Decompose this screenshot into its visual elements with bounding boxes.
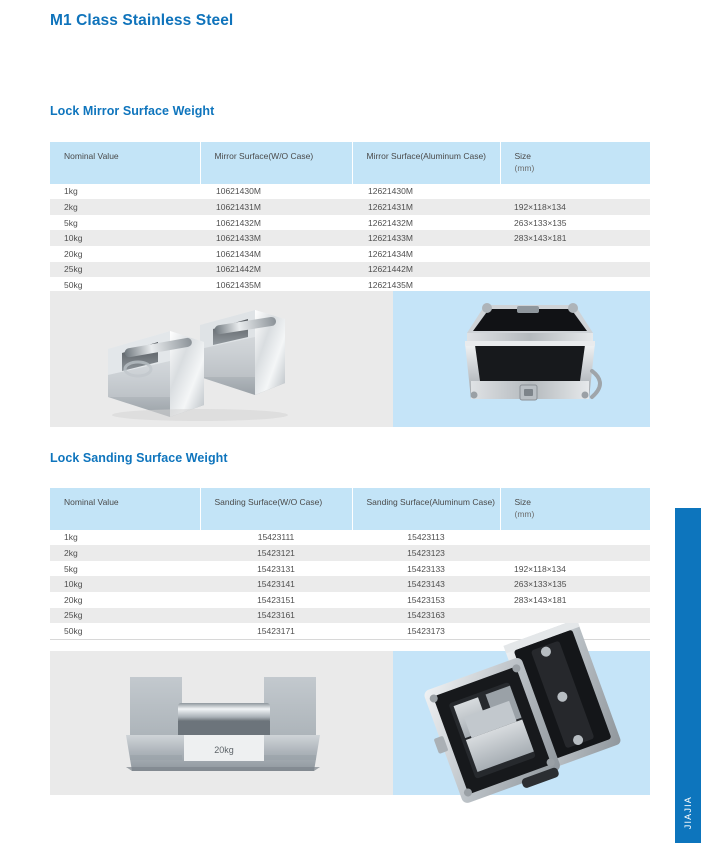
cell-alu-case: 12621442M <box>352 262 500 278</box>
cell-alu-case: 15423133 <box>352 561 500 577</box>
cell-wo-case: 10621433M <box>200 230 352 246</box>
table-header-row <box>50 488 650 530</box>
sanding-surface-weight-photo <box>50 651 393 795</box>
table-row <box>50 262 650 278</box>
cell-nominal: 10kg <box>50 576 200 592</box>
col-header-aluminum-case <box>352 142 500 184</box>
mirror-weights-illustration <box>80 297 370 425</box>
col-header-label: Nominal Value <box>64 497 119 507</box>
cell-wo-case: 15423161 <box>200 608 352 624</box>
page-title: M1 Class Stainless Steel <box>50 12 234 29</box>
cell-alu-case: 12621433M <box>352 230 500 246</box>
cell-size <box>500 545 650 561</box>
cell-nominal: 5kg <box>50 215 200 231</box>
cell-size: 283×143×181 <box>500 230 650 246</box>
col-header-wo-case <box>200 488 352 530</box>
col-header-label: Sanding Surface(Aluminum Case) <box>366 497 496 507</box>
cell-alu-case: 15423123 <box>352 545 500 561</box>
cell-nominal: 10kg <box>50 230 200 246</box>
table-row <box>50 608 650 624</box>
col-header-aluminum-case <box>352 488 500 530</box>
cell-alu-case: 12621435M <box>352 277 500 293</box>
cell-wo-case: 10621432M <box>200 215 352 231</box>
cell-wo-case: 15423151 <box>200 592 352 608</box>
weight-label-text: 20kg <box>214 745 234 755</box>
table-header-row <box>50 142 650 184</box>
cell-nominal: 25kg <box>50 608 200 624</box>
cell-size <box>500 530 650 546</box>
side-tab-jiajia[interactable] <box>675 508 701 843</box>
cell-nominal: 1kg <box>50 530 200 546</box>
cell-wo-case: 10621430M <box>200 184 352 200</box>
side-tab-label: JIAJIA <box>683 795 693 829</box>
col-header-label: Size <box>514 497 532 507</box>
cell-size: 192×118×134 <box>500 199 650 215</box>
mirror-surface-table <box>50 142 650 293</box>
cell-nominal: 20kg <box>50 592 200 608</box>
mirror-photo-row <box>50 291 650 427</box>
section-title-mirror: Lock Mirror Surface Weight <box>50 104 215 118</box>
cell-alu-case: 15423113 <box>352 530 500 546</box>
table-row <box>50 592 650 608</box>
cell-alu-case: 12621432M <box>352 215 500 231</box>
table-row <box>50 230 650 246</box>
sanding-surface-table <box>50 488 650 639</box>
col-header-wo-case <box>200 142 352 184</box>
cell-nominal: 5kg <box>50 561 200 577</box>
cell-nominal: 2kg <box>50 545 200 561</box>
cell-size: 263×133×135 <box>500 576 650 592</box>
cell-wo-case: 10621431M <box>200 199 352 215</box>
col-header-size <box>500 142 650 184</box>
mirror-surface-weights-photo <box>50 291 393 427</box>
section-title-sanding: Lock Sanding Surface Weight <box>50 451 228 465</box>
cell-size <box>500 246 650 262</box>
cell-wo-case: 15423141 <box>200 576 352 592</box>
cell-alu-case: 15423173 <box>352 623 500 639</box>
table-row <box>50 530 650 546</box>
table-row <box>50 576 650 592</box>
cell-nominal: 1kg <box>50 184 200 200</box>
col-header-label: Mirror Surface(Aluminum Case) <box>366 151 486 161</box>
aluminum-case-with-weight-photo <box>393 651 650 795</box>
cell-nominal: 2kg <box>50 199 200 215</box>
cell-size <box>500 608 650 624</box>
cell-size: 263×133×135 <box>500 215 650 231</box>
cell-size: 192×118×134 <box>500 561 650 577</box>
sanding-photo-row <box>50 651 650 795</box>
case-with-weight-illustration <box>411 623 651 823</box>
cell-alu-case: 15423153 <box>352 592 500 608</box>
cell-size <box>500 184 650 200</box>
cell-wo-case: 10621435M <box>200 277 352 293</box>
cell-nominal: 20kg <box>50 246 200 262</box>
cell-alu-case: 12621434M <box>352 246 500 262</box>
cell-wo-case: 15423121 <box>200 545 352 561</box>
sanding-weight-illustration <box>118 663 328 787</box>
cell-alu-case: 15423163 <box>352 608 500 624</box>
cell-size <box>500 262 650 278</box>
table-row <box>50 246 650 262</box>
mirror-surface-table-wrapper <box>50 142 650 294</box>
cell-wo-case: 15423111 <box>200 530 352 546</box>
table-row <box>50 561 650 577</box>
cell-wo-case: 15423171 <box>200 623 352 639</box>
col-header-label: Nominal Value <box>64 151 119 161</box>
aluminum-case-illustration <box>425 295 621 427</box>
table-row <box>50 215 650 231</box>
col-header-size <box>500 488 650 530</box>
cell-size: 283×143×181 <box>500 592 650 608</box>
cell-wo-case: 10621442M <box>200 262 352 278</box>
table-row <box>50 184 650 200</box>
cell-nominal: 50kg <box>50 277 200 293</box>
cell-alu-case: 15423143 <box>352 576 500 592</box>
aluminum-case-open-photo <box>393 291 650 427</box>
cell-wo-case: 15423131 <box>200 561 352 577</box>
table-row <box>50 199 650 215</box>
col-header-nominal-value <box>50 142 200 184</box>
cell-nominal: 50kg <box>50 623 200 639</box>
cell-alu-case: 12621431M <box>352 199 500 215</box>
sanding-surface-table-wrapper <box>50 488 650 640</box>
cell-wo-case: 10621434M <box>200 246 352 262</box>
table-row <box>50 545 650 561</box>
col-header-sublabel: (mm) <box>514 509 535 520</box>
cell-alu-case: 12621430M <box>352 184 500 200</box>
col-header-label: Mirror Surface(W/O Case) <box>214 151 314 161</box>
col-header-nominal-value <box>50 488 200 530</box>
cell-nominal: 25kg <box>50 262 200 278</box>
col-header-label: Sanding Surface(W/O Case) <box>214 497 323 507</box>
col-header-sublabel: (mm) <box>514 163 535 174</box>
col-header-label: Size <box>514 151 532 161</box>
